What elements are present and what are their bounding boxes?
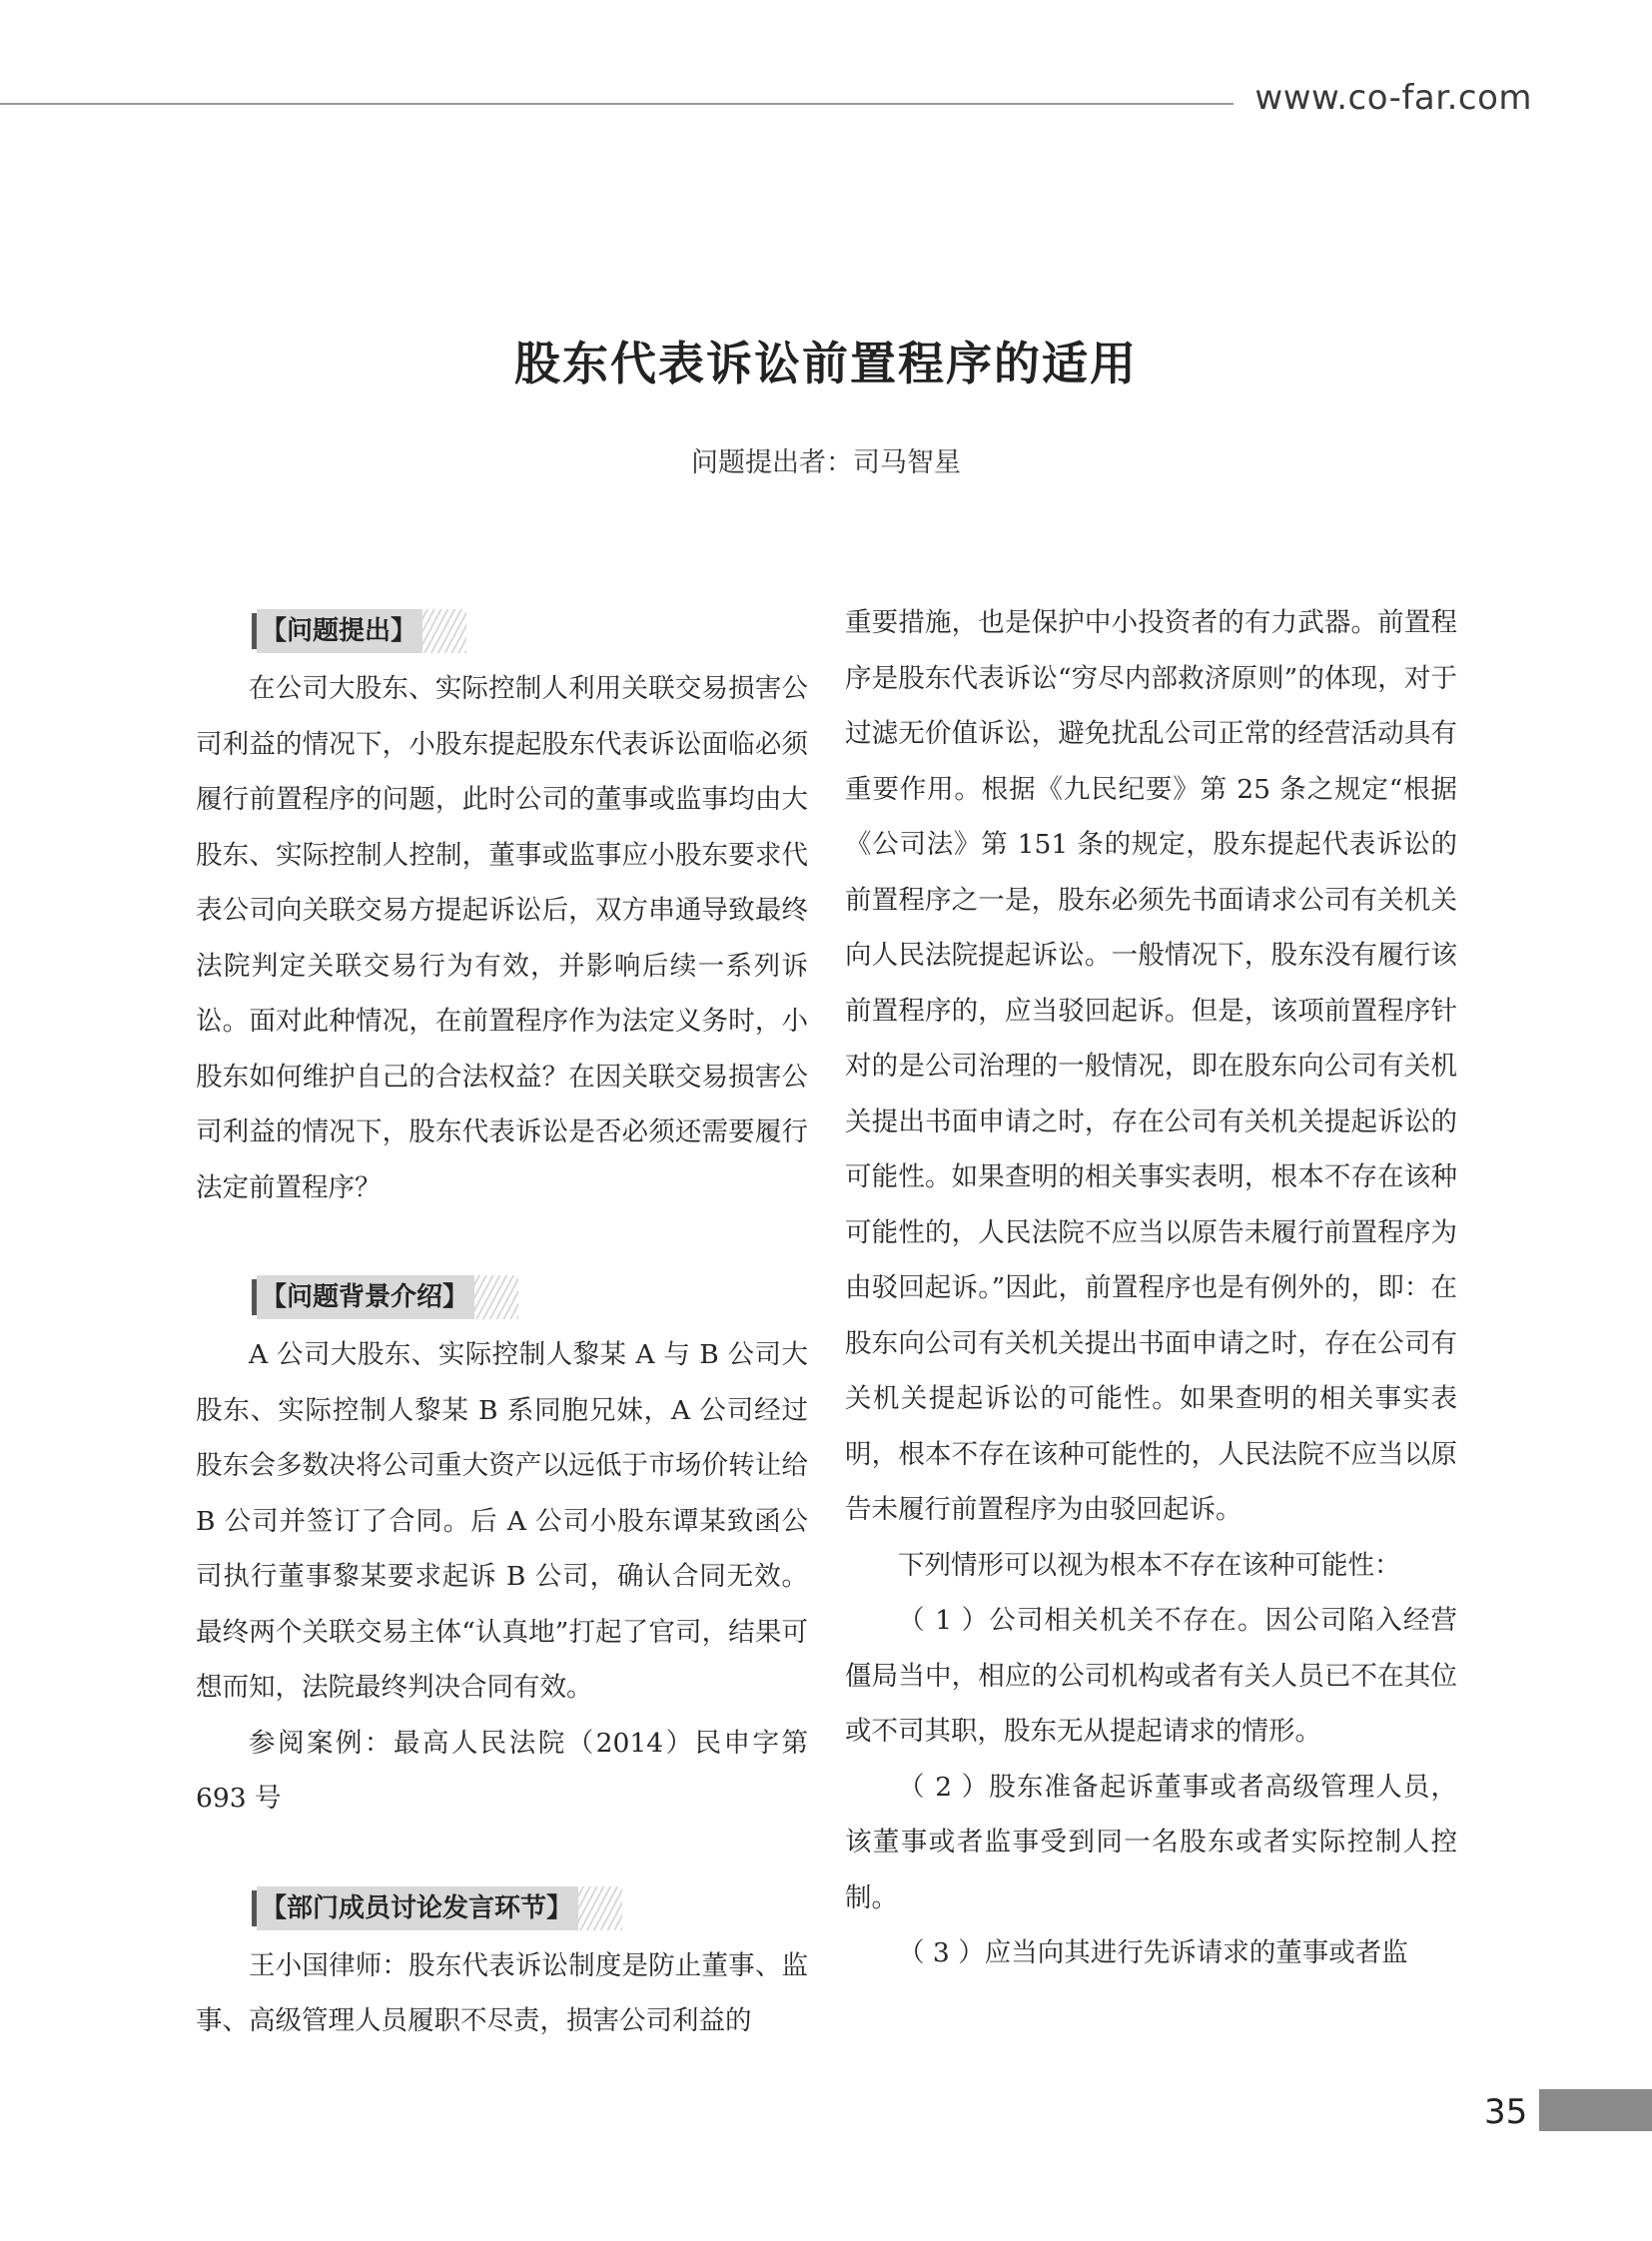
right-column <box>845 595 1457 1981</box>
page-number: 35 <box>1484 2092 1528 2132</box>
section-heading-label: 【问题提出】 <box>257 609 422 653</box>
section-heading-discussion <box>252 1878 808 1938</box>
paragraph-reference-case: 参阅案例：最高人民法院（2014）民申字第 693 号 <box>196 1727 808 1814</box>
heading-stripes <box>474 1275 518 1319</box>
section-heading-label: 【部门成员讨论发言环节】 <box>257 1886 578 1930</box>
section-heading-label: 【问题背景介绍】 <box>257 1275 474 1319</box>
paragraph: 王小国律师：股东代表诉讼制度是防止董事、监事、高级管理人员履职不尽责，损害公司利益的 <box>196 1949 808 2036</box>
section-heading-background <box>252 1267 808 1327</box>
section-heading-question <box>252 601 808 661</box>
article-title: 股东代表诉讼前置程序的适用 <box>514 337 1138 390</box>
heading-stripes <box>578 1886 622 1930</box>
paragraph-continued: 重要措施，也是保护中小投资者的有力武器。前置程序是股东代表诉讼“穷尽内部救济原则”的体现，对于过滤无价值诉讼，避免扰乱公司正常的经营活动具有重要作用。根据《九民纪要》第 25 条之规定“根据《公司法》第 151 条的规定，股东提起代表诉讼的前置程序之一是，股东必须先书面请求公司有关机关向人民法院提起诉讼。一般情况下，股东没有履行该前置程序的，应当驳回起诉。但是，该项前置程序针对的是公司治理的一般情况，即在股东向公司有关机关提出书面申请之时，存在公司有关机关提起诉讼的可能性。如果查明的相关事实表明，根本不存在该种可能性的，人民法院不应当以原告未履行前置程序为由驳回起诉。”因此，前置程序也是有例外的，即：在股东向公司有关机关提出书面申请之时，存在公司有关机关提起诉讼的可能性。如果查明的相关事实表明，根本不存在该种可能性的，人民法院不应当以原告未履行前置程序为由驳回起诉。 <box>845 607 1457 1525</box>
header-rule <box>0 103 1234 105</box>
heading-stripes <box>422 609 466 653</box>
paragraph: 在公司大股东、实际控制人利用关联交易损害公司利益的情况下，小股东提起股东代表诉讼面临必须履行前置程序的问题，此时公司的董事或监事均由大股东、实际控制人控制，董事或监事应小股东要求代表公司向关联交易方提起诉讼后，双方串通导致最终法院判定关联交易行为有效，并影响后续一系列诉讼。面对此种情况，在前置程序作为法定义务时，小股东如何维护自己的合法权益？在因关联交易损害公司利益的情况下，股东代表诉讼是否必须还需要履行法定前置程序？ <box>196 673 808 1203</box>
list-item: （ 2 ）股东准备起诉董事或者高级管理人员，该董事或者监事受到同一名股东或者实际控制人控制。 <box>845 1771 1457 1913</box>
site-url: www.co-far.com <box>1254 78 1532 118</box>
page-number-tab <box>1539 2089 1652 2131</box>
list-item: （ 1 ）公司相关机关不存在。因公司陷入经营僵局当中，相应的公司机构或者有关人员已不在其位或不司其职，股东无从提起请求的情形。 <box>845 1605 1457 1747</box>
paragraph: A 公司大股东、实际控制人黎某 A 与 B 公司大股东、实际控制人黎某 B 系同胞兄妹，A 公司经过股东会多数决将公司重大资产以远低于市场价转让给 B 公司并签订了合同。后 A 公司小股东谭某致函公司执行董事黎某要求起诉 B 公司，确认合同无效。最终两个关联交易主体“认真地”打起了官司，结果可想而知，法院最终判决合同有效。 <box>196 1339 808 1703</box>
left-column <box>196 601 808 2049</box>
article-byline: 问题提出者：司马智星 <box>691 447 961 478</box>
list-item: （ 3 ）应当向其进行先诉请求的董事或者监 <box>898 1937 1408 1968</box>
paragraph: 下列情形可以视为根本不存在该种可能性： <box>898 1549 1401 1581</box>
